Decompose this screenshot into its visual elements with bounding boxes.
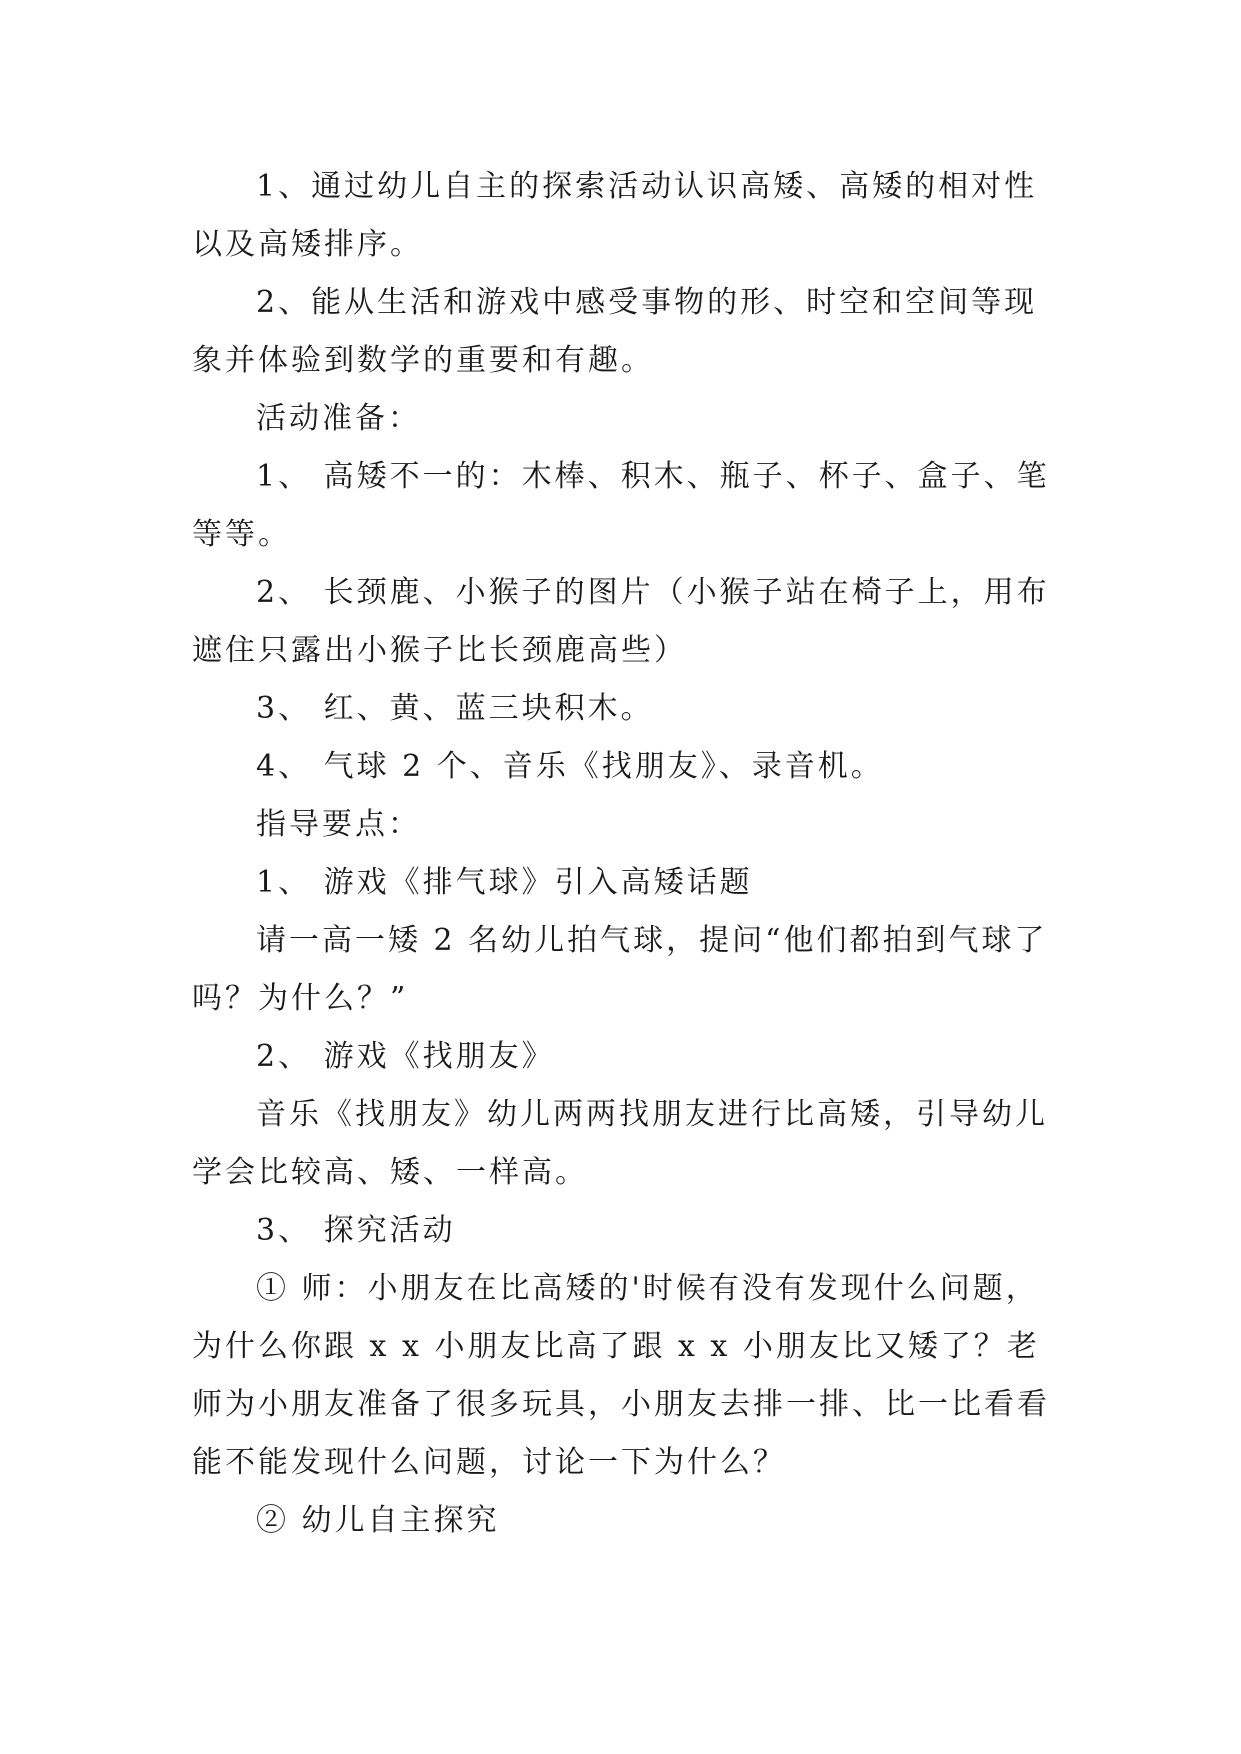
paragraph-prep-4: 4、 气球 2 个、音乐《找朋友》、录音机。	[256, 749, 884, 784]
paragraph-guidance-2: 2、 游戏《找朋友》	[256, 1039, 555, 1074]
heading-guidance-points: 指导要点：	[256, 807, 421, 842]
paragraph-prep-2: 2、 长颈鹿、小猴子的图片（小猴子站在椅子上，用布遮住只露出小猴子比长颈鹿高些）	[192, 575, 1050, 668]
paragraph-prep-3: 3、 红、黄、蓝三块积木。	[256, 691, 654, 726]
paragraph-guidance-2-detail: 音乐《找朋友》幼儿两两找朋友进行比高矮，引导幼儿学会比较高、矮、一样高。	[192, 1097, 1048, 1190]
paragraph-guidance-3-step-1: ① 师：小朋友在比高矮的'时候有没有发现什么问题，为什么你跟 x x 小朋友比高了跟 x x 小朋友比又矮了？老师为小朋友准备了很多玩具，小朋友去排一排、比一比看看能不能发现什么问题，讨论一下为什么？	[192, 1271, 1050, 1480]
paragraph-guidance-3: 3、 探究活动	[256, 1213, 456, 1248]
document-body	[192, 158, 1052, 1550]
paragraph-guidance-3-step-2: ② 幼儿自主探究	[256, 1503, 500, 1538]
paragraph-prep-1: 1、 高矮不一的：木棒、积木、瓶子、杯子、盒子、笔等等。	[192, 459, 1050, 552]
paragraph-guidance-1-detail: 请一高一矮 2 名幼儿拍气球，提问“他们都拍到气球了吗？为什么？”	[192, 923, 1048, 1016]
paragraph-goal-1: 1、通过幼儿自主的探索活动认识高矮、高矮的相对性以及高矮排序。	[192, 169, 1038, 262]
paragraph-goal-2: 2、能从生活和游戏中感受事物的形、时空和空间等现象并体验到数学的重要和有趣。	[192, 285, 1038, 378]
paragraph-guidance-1: 1、 游戏《排气球》引入高矮话题	[256, 865, 753, 900]
heading-activity-preparation: 活动准备：	[256, 401, 421, 436]
